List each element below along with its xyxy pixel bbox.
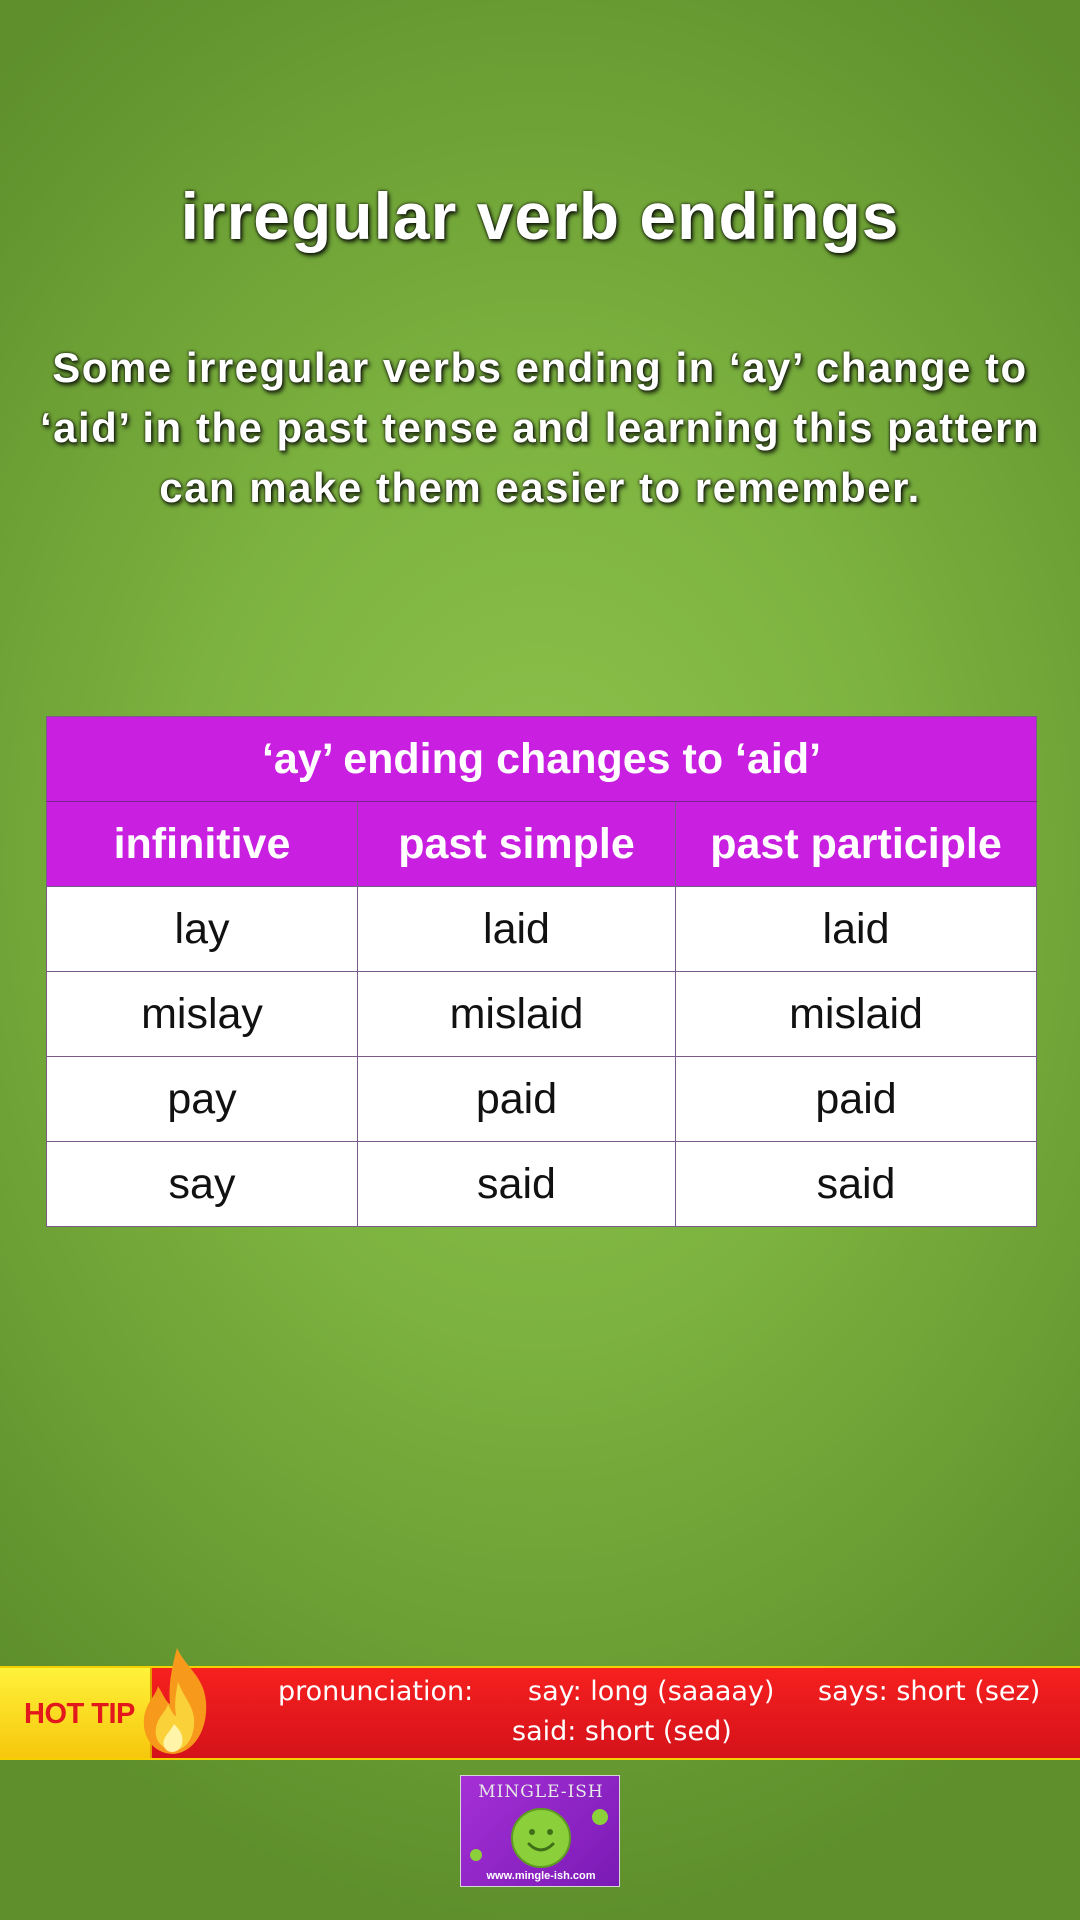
smiley-face-icon: [509, 1806, 573, 1870]
header-past-simple: past simple: [358, 802, 676, 887]
hot-tip-bar: [0, 1666, 1080, 1760]
small-circle-icon: [469, 1848, 483, 1862]
verb-table: [46, 716, 1037, 1227]
table-cell: said: [358, 1142, 676, 1227]
table-row: [47, 887, 1037, 972]
flame-icon: [134, 1646, 220, 1758]
tip-item-say: say: long (saaaay): [528, 1676, 775, 1707]
hot-tip-label: HOT TIP: [24, 1698, 135, 1730]
table-cell: mislaid: [676, 972, 1037, 1057]
table-cell: laid: [676, 887, 1037, 972]
small-circle-icon: [591, 1808, 609, 1826]
header-infinitive: infinitive: [47, 802, 358, 887]
table-cell: laid: [358, 887, 676, 972]
table-header-row: [47, 802, 1037, 887]
table-cell: said: [676, 1142, 1037, 1227]
table-cell: mislaid: [358, 972, 676, 1057]
logo-name: MINGLE-ISH: [478, 1782, 604, 1802]
logo-url: www.mingle-ish.com: [486, 1870, 596, 1882]
table-caption-row: [47, 717, 1037, 802]
table-caption: ‘ay’ ending changes to ‘aid’: [47, 717, 1037, 802]
table-row: [47, 972, 1037, 1057]
tip-item-said: said: short (sed): [512, 1716, 732, 1747]
table-cell: mislay: [47, 972, 358, 1057]
table-cell: say: [47, 1142, 358, 1227]
page-title: irregular verb endings: [180, 179, 900, 253]
table-cell: paid: [358, 1057, 676, 1142]
tip-item-says: says: short (sez): [818, 1676, 1041, 1707]
table-cell: lay: [47, 887, 358, 972]
table-row: [47, 1142, 1037, 1227]
table-cell: pay: [47, 1057, 358, 1142]
intro-paragraph: Some irregular verbs ending in ‘ay’ change to ‘aid’ in the past tense and learning this pattern can make them easier to remember.: [39, 344, 1040, 511]
tip-pronunciation-label: pronunciation:: [278, 1676, 474, 1707]
table-cell: paid: [676, 1057, 1037, 1142]
header-past-participle: past participle: [676, 802, 1037, 887]
hot-tip-badge: [0, 1668, 152, 1758]
mingle-ish-logo[interactable]: [460, 1775, 620, 1887]
table-row: [47, 1057, 1037, 1142]
